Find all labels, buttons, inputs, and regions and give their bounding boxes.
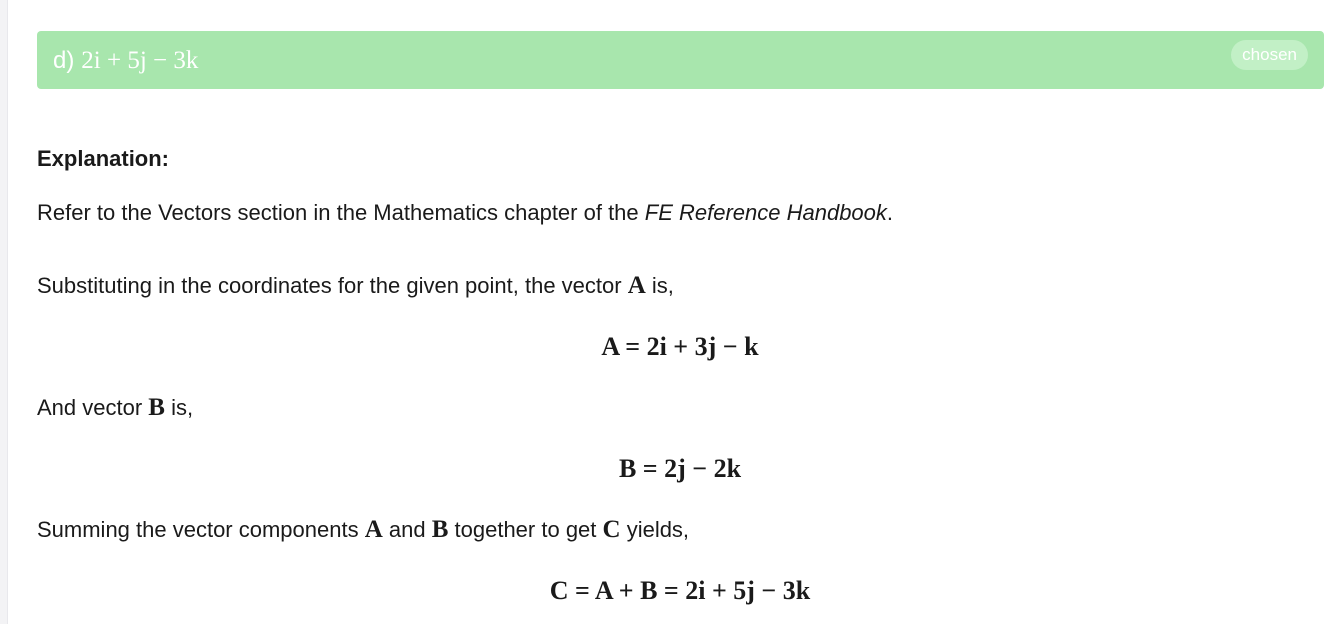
paragraph-text: is, <box>164 395 194 420</box>
answer-option-letter: d) <box>53 47 75 74</box>
paragraph-text: yields, <box>620 517 690 542</box>
equation-vector-a: A = 2i + 3j − k <box>601 332 759 361</box>
vector-symbol-a: A <box>627 272 646 299</box>
paragraph-text: . <box>886 200 894 225</box>
vector-symbol-b: B <box>148 394 165 421</box>
answer-option-text <box>53 31 198 89</box>
answer-option-d[interactable] <box>37 31 1324 89</box>
answer-option-expression: 2i + 5j − 3k <box>81 47 199 74</box>
vector-symbol-c: C <box>602 516 621 543</box>
vector-symbol-a: A <box>364 516 383 543</box>
vector-symbol-b: B <box>431 516 449 543</box>
handbook-title: FE Reference Handbook <box>644 200 887 225</box>
paragraph-text: Substituting in the coordinates for the given point, the vector <box>37 273 628 298</box>
chosen-badge: chosen <box>1231 40 1308 70</box>
equation-vector-c: C = A + B = 2i + 5j − 3k <box>549 576 811 605</box>
explanation-paragraph-reference <box>37 200 893 226</box>
paragraph-text: is, <box>645 273 674 298</box>
explanation-paragraph-vector-b <box>37 394 193 422</box>
explanation-paragraph-sum <box>37 516 689 544</box>
page-left-border <box>0 0 8 624</box>
paragraph-text: Refer to the Vectors section in the Mathematics chapter of the <box>37 200 645 225</box>
paragraph-text: and <box>382 517 432 542</box>
paragraph-text: Summing the vector components <box>37 517 365 542</box>
explanation-paragraph-vector-a <box>37 272 674 300</box>
equation-vector-b: B = 2j − 2k <box>618 454 742 483</box>
paragraph-text: together to get <box>448 517 603 542</box>
explanation-heading: Explanation: <box>37 146 170 171</box>
paragraph-text: And vector <box>37 395 149 420</box>
